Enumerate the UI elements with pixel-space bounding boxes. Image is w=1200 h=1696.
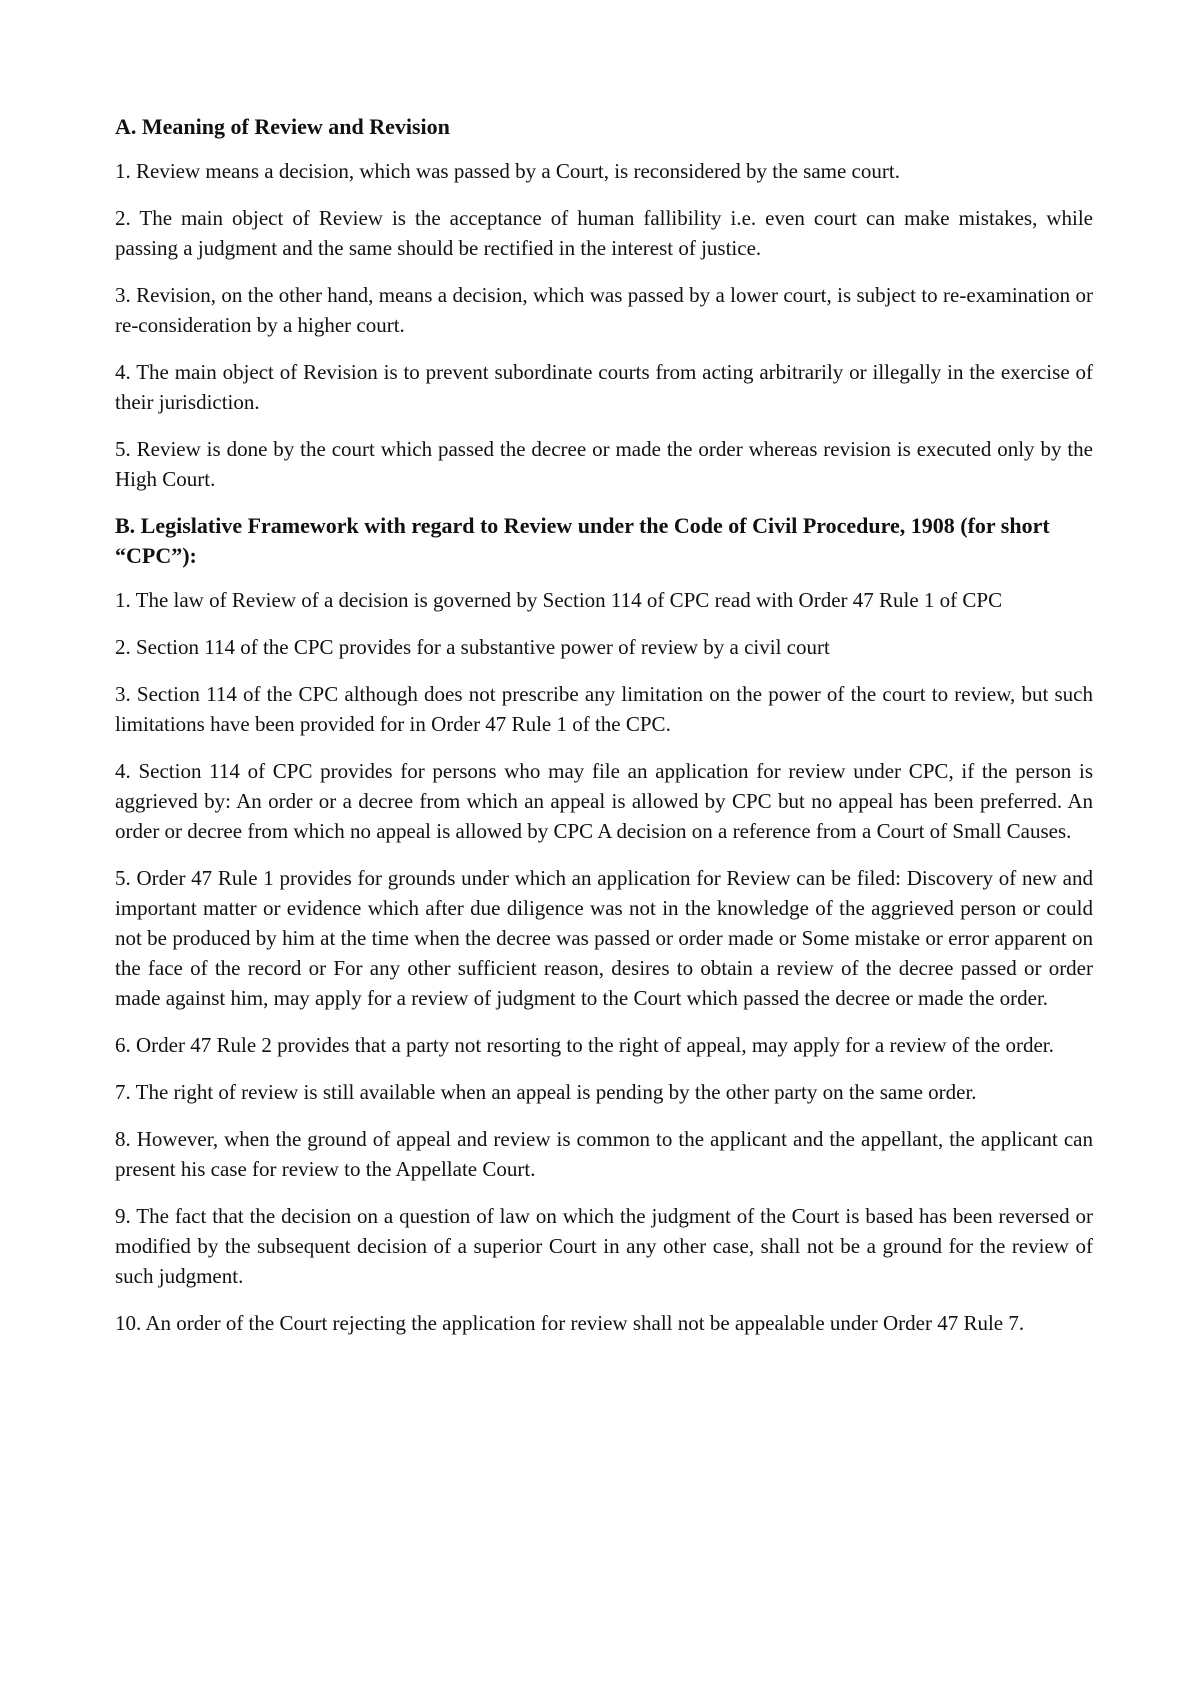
section-b-item-4: 4. Section 114 of CPC provides for persons who may file an application for review under CPC, if the person is aggrieved by: An order or a decree from which an appeal is allowed by CPC but no appeal has been preferred. An order or decree from which no appeal is allowed by CPC A decision on a reference from a Court of Small Causes. bbox=[115, 759, 1093, 843]
section-b-item-7: 7. The right of review is still available when an appeal is pending by the other party on the same order. bbox=[115, 1080, 977, 1104]
section-a-heading: A. Meaning of Review and Revision bbox=[115, 114, 450, 139]
section-a-item-5: 5. Review is done by the court which passed the decree or made the order whereas revision is executed only by the High Court. bbox=[115, 437, 1093, 491]
section-b-item-8: 8. However, when the ground of appeal and review is common to the applicant and the appellant, the applicant can present his case for review to the Appellate Court. bbox=[115, 1127, 1093, 1181]
section-a-item-3: 3. Revision, on the other hand, means a decision, which was passed by a lower court, is subject to re-examination or re-consideration by a higher court. bbox=[115, 283, 1093, 337]
section-a-item-4: 4. The main object of Revision is to prevent subordinate courts from acting arbitrarily or illegally in the exercise of their jurisdiction. bbox=[115, 360, 1093, 414]
section-a-item-1: 1. Review means a decision, which was passed by a Court, is reconsidered by the same court. bbox=[115, 159, 900, 183]
section-b-item-9: 9. The fact that the decision on a question of law on which the judgment of the Court is based has been reversed or modified by the subsequent decision of a superior Court in any other case, shall not be a ground for the review of such judgment. bbox=[115, 1204, 1093, 1288]
section-b-item-6: 6. Order 47 Rule 2 provides that a party not resorting to the right of appeal, may apply for a review of the order. bbox=[115, 1033, 1054, 1057]
section-b-item-3: 3. Section 114 of the CPC although does not prescribe any limitation on the power of the court to review, but such limitations have been provided for in Order 47 Rule 1 of the CPC. bbox=[115, 682, 1093, 736]
section-b-item-10: 10. An order of the Court rejecting the application for review shall not be appealable under Order 47 Rule 7. bbox=[115, 1311, 1025, 1335]
section-b-heading: B. Legislative Framework with regard to Review under the Code of Civil Procedure, 1908 (for short “CPC”): bbox=[115, 513, 1050, 568]
section-b-item-5: 5. Order 47 Rule 1 provides for grounds under which an application for Review can be filed: Discovery of new and important matter or evidence which after due diligence was not in the knowledge of the aggrieved person or could not be produced by him at the time when the decree was passed or order made or Some mistake or error apparent on the face of the record or For any other sufficient reason, desires to obtain a review of the decree passed or order made against him, may apply for a review of judgment to the Court which passed the decree or made the order. bbox=[115, 866, 1093, 1010]
section-b-item-1: 1. The law of Review of a decision is governed by Section 114 of CPC read with Order 47 Rule 1 of CPC bbox=[115, 588, 1003, 612]
section-a-item-2: 2. The main object of Review is the acceptance of human fallibility i.e. even court can make mistakes, while passing a judgment and the same should be rectified in the interest of justice. bbox=[115, 206, 1093, 260]
section-b-item-2: 2. Section 114 of the CPC provides for a substantive power of review by a civil court bbox=[115, 635, 830, 659]
